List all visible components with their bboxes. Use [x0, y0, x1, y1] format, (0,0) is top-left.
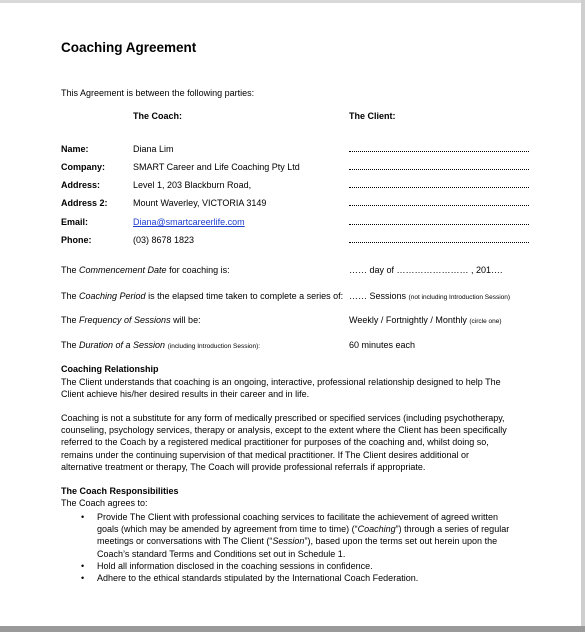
coaching-period-label: The Coaching Period is the elapsed time taken to complete a series of:: [61, 291, 344, 301]
email-label: Email:: [61, 217, 89, 227]
client-address-2-field[interactable]: [349, 205, 529, 206]
coach-company: SMART Career and Life Coaching Pty Ltd: [133, 162, 300, 172]
coaching-period-value[interactable]: …… Sessions (not including Introduction Session): [349, 291, 511, 301]
coach-phone: (03) 8678 1823: [133, 235, 195, 245]
company-label: Company:: [61, 162, 106, 172]
relationship-paragraph-2: Coaching is not a substitute for any form of medically prescribed or specified services (including psychotherapy, counseling, psychology services, therapy or analysis, except to the extent where the Client has been specifically referred to the Coach by a registered medical practitioner for purposes of the coaching and, whilst doing so, remains under the continuing supervision of that medical practitioner. If The Client desires additional or alternative treatment or therapy, The Coach will provide professional referrals if appropriate.: [61, 413, 507, 472]
list-item: • Adhere to the ethical standards stipulated by the International Coach Federation.: [81, 572, 509, 584]
intro-text: This Agreement is between the following parties:: [61, 88, 255, 98]
coach-name: Diana Lim: [133, 144, 174, 154]
list-item: • Hold all information disclosed in the coaching sessions in confidence.: [81, 560, 509, 572]
client-phone-field[interactable]: [349, 242, 529, 243]
responsibilities-heading: The Coach Responsibilities: [61, 486, 179, 496]
client-address-field[interactable]: [349, 187, 529, 188]
client-column-heading: The Client:: [349, 111, 396, 121]
page-frame-right: [581, 0, 585, 632]
frequency-label: The Frequency of Sessions will be:: [61, 315, 201, 325]
responsibilities-list: [81, 511, 509, 584]
list-item: • Provide The Client with professional coaching services to facilitate the achievement of agreed written goals (which may be amended by agreement from time to time) (“Coaching”) through a series of regular meetings or conversations with The Client (“Session”), based upon the terms set out herein upon the Coach’s standard Terms and Conditions set out in Schedule 1.: [81, 511, 509, 560]
coach-email-link[interactable]: Diana@smartcareerlife.com: [133, 217, 245, 227]
frequency-value[interactable]: Weekly / Fortnightly / Monthly (circle one): [349, 315, 502, 325]
relationship-heading: Coaching Relationship: [61, 364, 159, 374]
address-2-label: Address 2:: [61, 198, 108, 208]
client-name-field[interactable]: [349, 151, 529, 152]
responsibilities-intro: The Coach agrees to:: [61, 498, 148, 508]
page-frame-bottom: [0, 626, 585, 632]
relationship-paragraph-1: The Client understands that coaching is an ongoing, interactive, professional relationship designed to help The Client achieve his/her desired results in their career and in life.: [61, 377, 501, 400]
client-company-field[interactable]: [349, 169, 529, 170]
duration-label: The Duration of a Session (including Introduction Session):: [61, 340, 261, 350]
coach-address-2: Mount Waverley, VICTORIA 3149: [133, 198, 267, 208]
commencement-label: The Commencement Date for coaching is:: [61, 265, 230, 275]
duration-value: 60 minutes each: [349, 340, 416, 350]
client-email-field[interactable]: [349, 224, 529, 225]
name-label: Name:: [61, 144, 89, 154]
document-title: Coaching Agreement: [61, 40, 197, 55]
commencement-value[interactable]: …… day of …………………… , 201….: [349, 265, 503, 275]
coach-column-heading: The Coach:: [133, 111, 183, 121]
phone-label: Phone:: [61, 235, 92, 245]
address-label: Address:: [61, 180, 101, 190]
coach-address: Level 1, 203 Blackburn Road,: [133, 180, 252, 190]
